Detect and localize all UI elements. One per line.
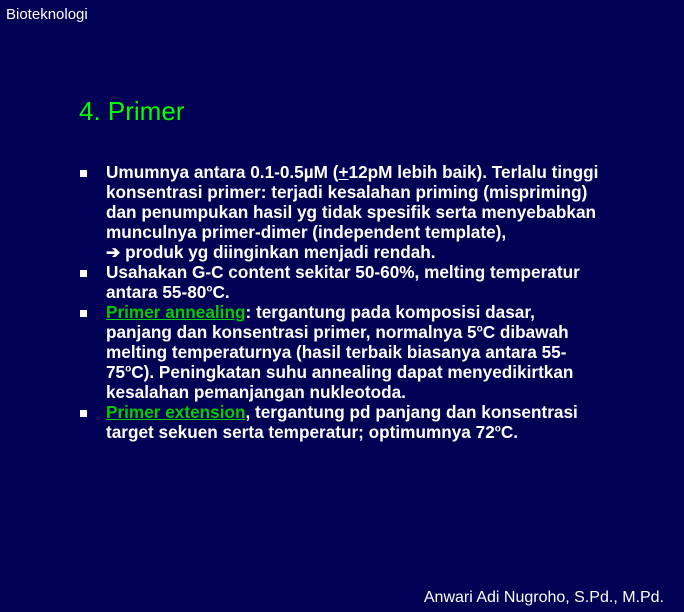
bullet-text: 12pM lebih baik). Terlalu tinggi konsentrasi primer: terjadi kesalahan priming (mispriming) dan penumpukan hasil yg tidak spesifik serta menyebabkan munculnya primer-dimer (independent template), [106,162,599,242]
bullet-text: produk yg diinginkan menjadi rendah. [120,242,436,262]
bullet-item-concentration [80,162,600,262]
square-bullet-icon [80,170,87,177]
author-footer: Anwari Adi Nugroho, S.Pd., M.Pd. [423,589,664,606]
primer-extension-link[interactable]: Primer extension [106,402,246,422]
bullet-text: M ( [313,162,339,182]
slide-header: Bioteknologi [6,6,88,23]
bullet-item-annealing [80,302,600,402]
degree-superscript: o [206,283,213,295]
micro-symbol: µ [303,162,314,182]
degree-superscript: o [476,323,483,335]
bullet-text: : tergantung pada komposisi dasar, panjang dan konsentrasi primer, normalnya 5 [106,302,535,342]
bullet-text: C. [500,422,519,442]
bullet-item-gc-content [80,262,600,302]
degree-superscript: o [125,363,132,375]
square-bullet-icon [80,410,87,417]
bullet-text: C). Peningkatan suhu annealing dapat menyedikirtkan kesalahan pemanjangan nukleotoda. [106,362,574,402]
square-bullet-icon [80,270,87,277]
degree-superscript: o [494,423,501,435]
bullet-text: C dibawah melting temperaturnya (hasil terbaik biasanya antara 55-75 [106,322,569,382]
bullet-list [80,162,600,442]
square-bullet-icon [80,310,87,317]
bullet-text: Umumnya antara 0.1-0.5 [106,162,304,182]
bullet-text: Usahakan G-C content sekitar 50-60%, melting temperatur antara 55-80 [106,262,580,302]
primer-annealing-link[interactable]: Primer annealing [106,302,246,322]
bullet-text: , tergantung pd panjang dan konsentrasi target sekuen serta temperatur; optimumnya 72 [106,402,578,442]
plus-minus-symbol: + [338,162,349,182]
bullet-text: C. [212,282,230,302]
slide-title: 4. Primer [79,96,185,126]
bullet-item-extension [80,402,600,442]
arrow-icon: ➔ [106,242,121,262]
